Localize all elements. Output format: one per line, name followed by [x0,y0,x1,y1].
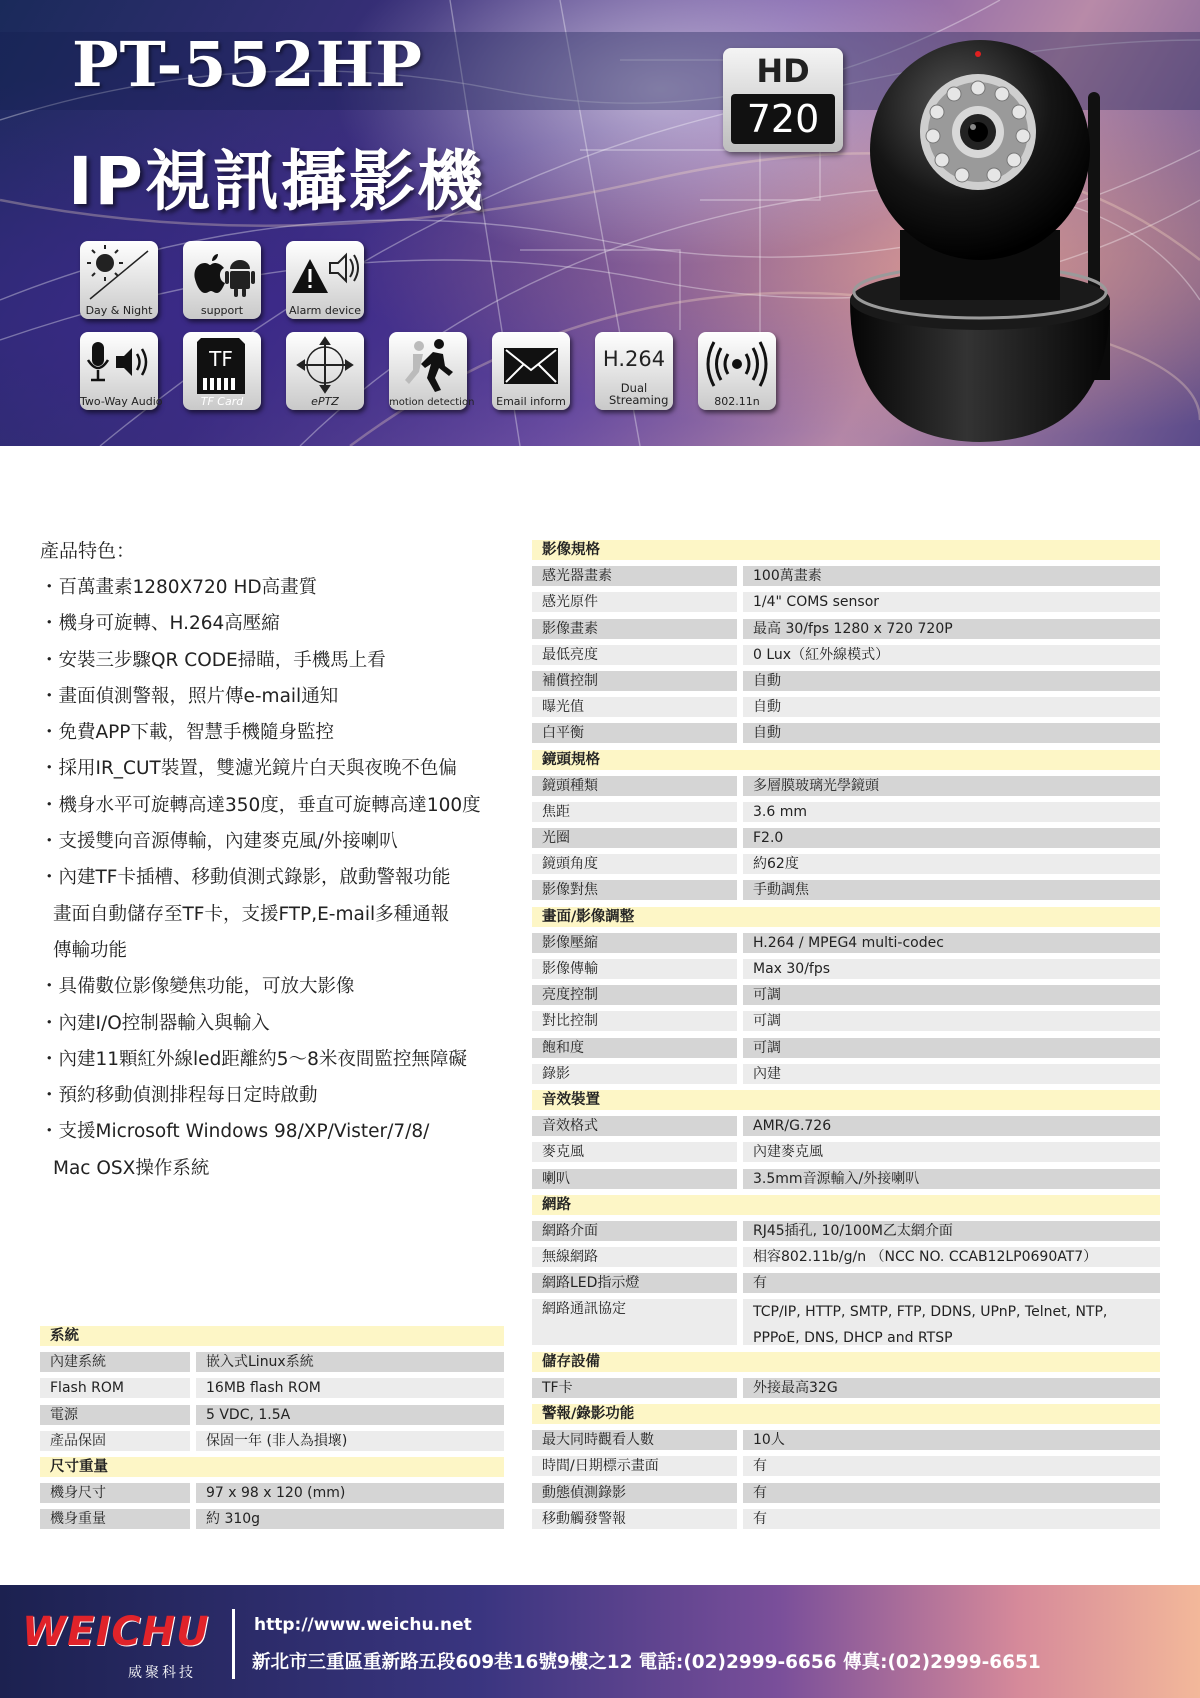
spec-value: 外接最高32G [743,1378,1160,1398]
icon-label: Dual Streaming [609,381,669,407]
spec-value: 有 [743,1273,1160,1293]
model-title: PT-552HP [72,28,423,101]
feature-item: ・支援Microsoft Windows 98/XP/Vister/7/8/ [40,1121,430,1143]
spec-value: 5 VDC, 1.5A [196,1405,504,1425]
feature-item: ・百萬畫素1280X720 HD高畫質 [40,577,318,598]
spec-table-right [532,540,1160,1535]
spec-value: 16MB flash ROM [196,1378,504,1398]
spec-value: 多層膜玻璃光學鏡頭 [743,776,1160,796]
spec-key: 電源 [40,1405,190,1425]
spec-key: 影像傳輸 [532,959,737,979]
feature-item: ・機身可旋轉、H.264高壓縮 [40,613,280,635]
spec-value: 10人 [743,1430,1160,1450]
spec-value: 可調 [743,985,1160,1005]
spec-value: 可調 [743,1011,1160,1031]
feature-item: ・內建I/O控制器輸入與輸入 [40,1012,270,1034]
spec-value: Max 30/fps [743,959,1160,979]
h264-glyph: H.264 [602,347,666,371]
spec-key: 網路通訊協定 [532,1299,737,1345]
spec-key: 最低亮度 [532,645,737,665]
icon-label: TF Card [200,395,244,408]
spec-value: 嵌入式Linux系統 [196,1352,504,1372]
spec-section-header: 鏡頭規格 [532,750,1160,770]
icon-label: 802.11n [714,395,760,408]
spec-section-header: 影像規格 [532,540,1160,560]
spec-value: H.264 / MPEG4 multi-codec [743,933,1160,953]
features-list [40,570,520,1187]
spec-value: 手動調焦 [743,880,1160,900]
spec-value: 有 [743,1483,1160,1503]
feature-item: ・具備數位影像變焦功能，可放大影像 [40,976,355,998]
feature-item-continued: 畫面自動儲存至TF卡，支援FTP,E-mail多種通報 [53,903,450,925]
spec-value: 可調 [743,1038,1160,1058]
icon-label: ePTZ [311,395,339,408]
hd-badge-top: HD [756,52,810,90]
spec-key: 機身重量 [40,1509,190,1529]
spec-value-line2: PPPoE, DNS, DHCP and RTSP [753,1330,953,1347]
spec-key: TF卡 [532,1378,737,1398]
spec-key: Flash ROM [40,1378,190,1398]
header-banner [0,0,1200,446]
spec-value: 3.6 mm [743,802,1160,822]
feature-item-continued: 傳輸功能 [53,939,128,961]
icon-label: Alarm device [289,304,361,317]
spec-key: 光圈 [532,828,737,848]
spec-key: 亮度控制 [532,985,737,1005]
spec-section-header: 尺寸重量 [40,1457,504,1477]
feature-item-continued: Mac OSX操作系統 [53,1157,210,1179]
tf-card-icon [183,332,261,410]
brand-logo: WEICHU [22,1609,210,1655]
spec-key: 影像壓縮 [532,933,737,953]
icon-label: Day & Night [85,304,153,317]
h264-icon [595,332,673,410]
feature-item: ・支援雙向音源傳輸，內建麥克風/外接喇叭 [40,831,398,853]
spec-key: 錄影 [532,1064,737,1084]
feature-item: ・預約移動偵測排程每日定時啟動 [40,1085,318,1107]
spec-key: 感光器畫素 [532,566,737,586]
spec-value: 最高 30/fps 1280 x 720 720P [743,619,1160,639]
spec-key: 音效格式 [532,1116,737,1136]
feature-item: ・機身水平可旋轉高達350度，垂直可旋轉高達100度 [40,794,481,816]
spec-key: 影像畫素 [532,619,737,639]
spec-key: 曝光值 [532,697,737,717]
spec-value: RJ45插孔, 10/100M乙太網介面 [743,1221,1160,1241]
feature-item: ・內建11顆紅外線led距離約5～8米夜間監控無障礙 [40,1048,467,1070]
spec-value: AMR/G.726 [743,1116,1160,1136]
feature-item: ・內建TF卡插槽、移動偵測式錄影，啟動警報功能 [40,867,451,889]
spec-section-header: 畫面/影像調整 [532,907,1160,927]
spec-key: 對比控制 [532,1011,737,1031]
spec-value: 約 310g [196,1509,504,1529]
icon-label: Email inform [496,395,566,408]
spec-key: 時間/日期標示畫面 [532,1456,737,1476]
spec-section-header: 網路 [532,1195,1160,1215]
feature-item: ・免費APP下載，智慧手機隨身監控 [40,722,334,744]
feature-item: ・採用IR_CUT裝置，雙濾光鏡片白天與夜晚不色偏 [40,758,457,780]
spec-key: 影像對焦 [532,880,737,900]
product-title: IP視訊攝影機 [68,143,485,220]
spec-key: 焦距 [532,802,737,822]
spec-key: 機身尺寸 [40,1483,190,1503]
spec-key: 飽和度 [532,1038,737,1058]
spec-value: 有 [743,1509,1160,1529]
spec-key: 無線網路 [532,1247,737,1267]
spec-value: 自動 [743,697,1160,717]
spec-key: 鏡頭種類 [532,776,737,796]
spec-value: 相容802.11b/g/n （NCC NO. CCAB12LP0690AT7） [743,1247,1160,1267]
footer-website-link[interactable]: http://www.weichu.net [254,1615,472,1635]
spec-value: 有 [743,1456,1160,1476]
spec-table-left [40,1326,504,1536]
brand-logo-subtitle: 威聚科技 [128,1665,196,1681]
spec-key: 移動觸發警報 [532,1509,737,1529]
spec-key: 感光原件 [532,592,737,612]
eptz-icon [286,332,364,410]
spec-key: 白平衡 [532,723,737,743]
icon-label: Two-Way Audio [80,395,163,408]
features-title: 產品特色： [40,540,136,562]
spec-value: 約62度 [743,854,1160,874]
icon-label: support [200,304,244,317]
spec-section-header: 系統 [40,1326,504,1346]
spec-value: F2.0 [743,828,1160,848]
feature-item: ・畫面偵測警報，照片傳e-mail通知 [40,685,339,707]
icon-label: motion detection [389,397,475,408]
footer [0,1585,1200,1698]
spec-section-header: 警報/錄影功能 [532,1404,1160,1424]
spec-value: 內建麥克風 [743,1142,1160,1162]
spec-section-header: 儲存設備 [532,1352,1160,1372]
spec-value: 保固一年 (非人為損壞) [196,1431,504,1451]
spec-value: 97 x 98 x 120 (mm) [196,1483,504,1503]
hd-720-badge [723,48,843,152]
day-night-icon [80,241,158,319]
spec-key: 動態偵測錄影 [532,1483,737,1503]
spec-key: 最大同時觀看人數 [532,1430,737,1450]
motion-detection-icon [389,332,475,410]
email-inform-icon [492,332,570,410]
spec-key: 網路LED指示燈 [532,1273,737,1293]
spec-value: 0 Lux（紅外線模式） [743,645,1160,665]
tf-card-glyph: TF [209,347,233,371]
camera-product-image [830,30,1130,446]
spec-value: 內建 [743,1064,1160,1084]
two-way-audio-icon [80,332,163,410]
spec-section-header: 音效裝置 [532,1090,1160,1110]
spec-key: 喇叭 [532,1169,737,1189]
apple-android-icon [183,241,261,319]
spec-key: 補償控制 [532,671,737,691]
spec-value: TCP/IP, HTTP, SMTP, FTP, DDNS, UPnP, Telnet, NTP, [753,1304,1108,1321]
alarm-device-icon [286,241,364,319]
wifi-icon [698,332,776,410]
spec-key: 內建系統 [40,1352,190,1372]
spec-value: 自動 [743,671,1160,691]
spec-value: 100萬畫素 [743,566,1160,586]
spec-key: 網路介面 [532,1221,737,1241]
footer-address-contact: 新北市三重區重新路五段609巷16號9樓之12 電話:(02)2999-6656 傳真:(02)2999-6651 [252,1652,1041,1673]
spec-value: 1/4" COMS sensor [743,592,1160,612]
feature-item: ・安裝三步驟QR CODE掃瞄，手機馬上看 [40,649,386,671]
hd-badge-bottom: 720 [731,94,835,144]
footer-divider [232,1609,235,1679]
spec-key: 麥克風 [532,1142,737,1162]
spec-key: 鏡頭角度 [532,854,737,874]
spec-value: 自動 [743,723,1160,743]
spec-key: 產品保固 [40,1431,190,1451]
spec-value: 3.5mm音源輸入/外接喇叭 [743,1169,1160,1189]
